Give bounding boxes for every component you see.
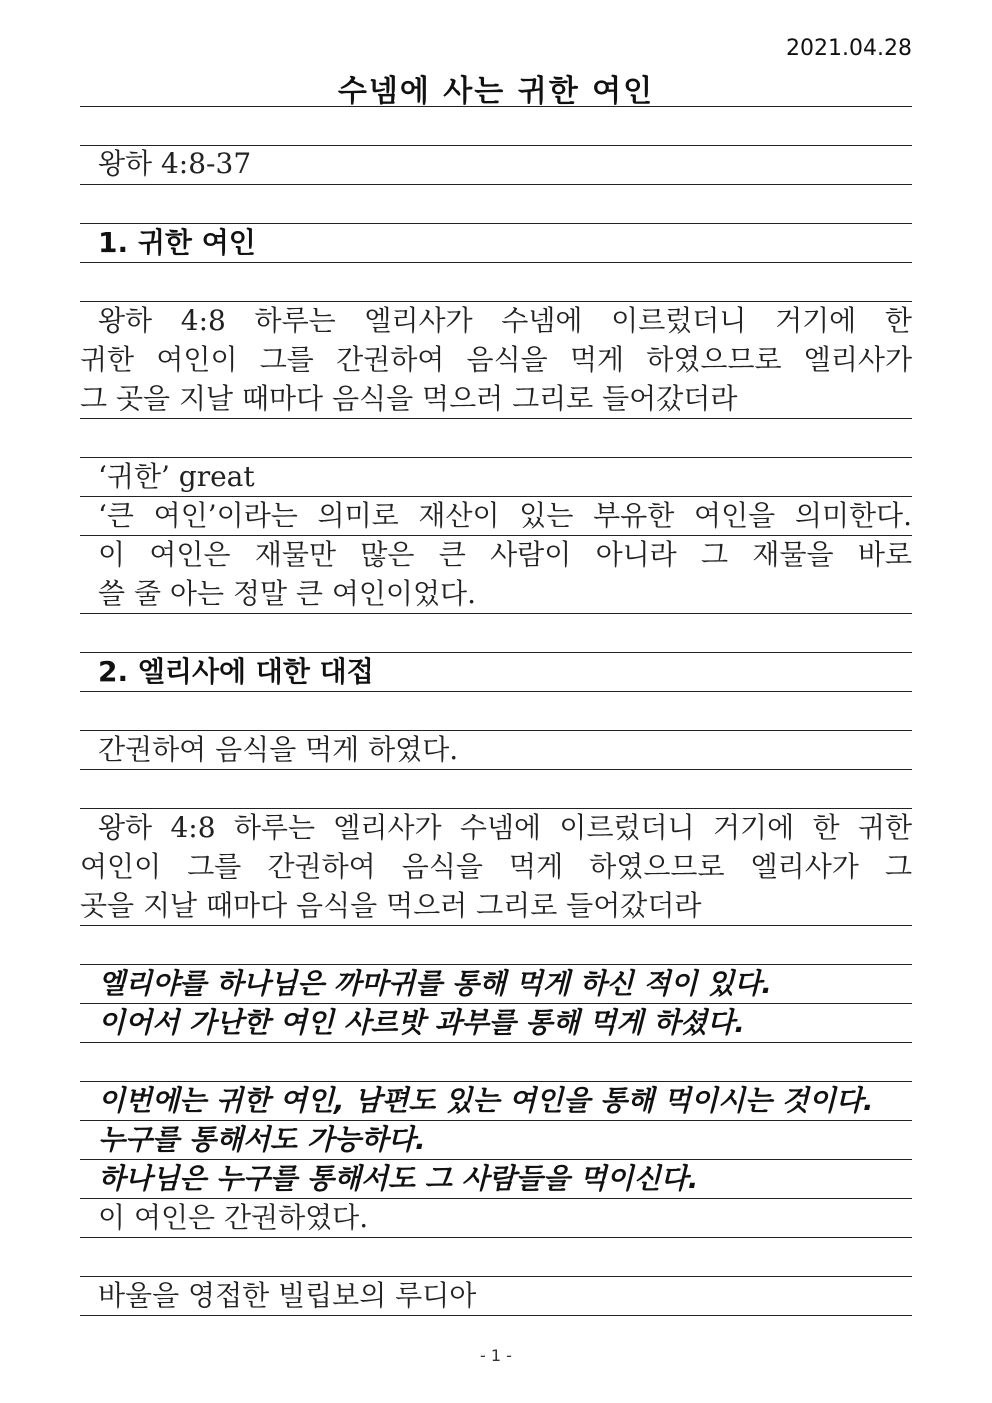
divider xyxy=(80,418,912,419)
verse-line: 왕하 4:8 하루는 엘리사가 수넴에 이르렀더니 거기에 한 xyxy=(98,304,912,337)
emphasis-line: 엘리야를 하나님은 까마귀를 통해 먹게 하신 적이 있다. xyxy=(98,967,772,1000)
emphasis-line: 이어서 가난한 여인 사르밧 과부를 통해 먹게 하셨다. xyxy=(98,1006,745,1039)
divider xyxy=(80,925,912,926)
section-heading: 2. 엘리사에 대한 대접 xyxy=(98,655,374,688)
divider xyxy=(80,691,912,692)
divider xyxy=(80,262,912,263)
emphasis-line: 이번에는 귀한 여인, 남편도 있는 여인을 통해 먹이시는 것이다. xyxy=(98,1084,874,1117)
divider xyxy=(80,1315,912,1316)
divider xyxy=(80,1042,912,1043)
verse-line: 그 곳을 지날 때마다 음식을 먹으러 그리로 들어갔더라 xyxy=(80,382,738,415)
section-heading: 1. 귀한 여인 xyxy=(98,226,256,259)
verse-line: 곳을 지날 때마다 음식을 먹으러 그리로 들어갔더라 xyxy=(80,889,702,922)
scripture-reference: 왕하 4:8-37 xyxy=(98,147,252,180)
emphasis-line: 누구를 통해서도 가능하다. xyxy=(98,1123,426,1156)
divider xyxy=(80,106,912,107)
explanation-line: 이 여인은 재물만 많은 큰 사람이 아니라 그 재물을 바로 xyxy=(98,538,912,571)
document-date: 2021.04.28 xyxy=(786,36,912,61)
closing-line: 이 여인은 간권하였다. xyxy=(98,1201,369,1234)
explanation-line: ‘큰 여인’이라는 의미로 재산이 있는 부유한 여인을 의미한다. xyxy=(98,499,912,532)
divider xyxy=(80,1237,912,1238)
document-title: 수넴에 사는 귀한 여인 xyxy=(337,74,655,109)
closing-line: 바울을 영접한 빌립보의 루디아 xyxy=(98,1279,477,1312)
divider xyxy=(80,769,912,770)
explanation-line: 쓸 줄 아는 정말 큰 여인이었다. xyxy=(98,577,476,610)
page-number: - 1 - xyxy=(480,1346,512,1365)
emphasis-line: 하나님은 누구를 통해서도 그 사람들을 먹이신다. xyxy=(98,1162,699,1195)
divider xyxy=(80,184,912,185)
verse-line: 귀한 여인이 그를 간권하여 음식을 먹게 하였으므로 엘리사가 xyxy=(80,343,912,376)
verse-line: 여인이 그를 간권하여 음식을 먹게 하였으므로 엘리사가 그 xyxy=(80,850,912,883)
divider xyxy=(80,613,912,614)
summary-line: 간권하여 음식을 먹게 하였다. xyxy=(98,733,459,766)
verse-line: 왕하 4:8 하루는 엘리사가 수넴에 이르렀더니 거기에 한 귀한 xyxy=(98,811,912,844)
word-note: ‘귀한’ great xyxy=(98,460,255,493)
